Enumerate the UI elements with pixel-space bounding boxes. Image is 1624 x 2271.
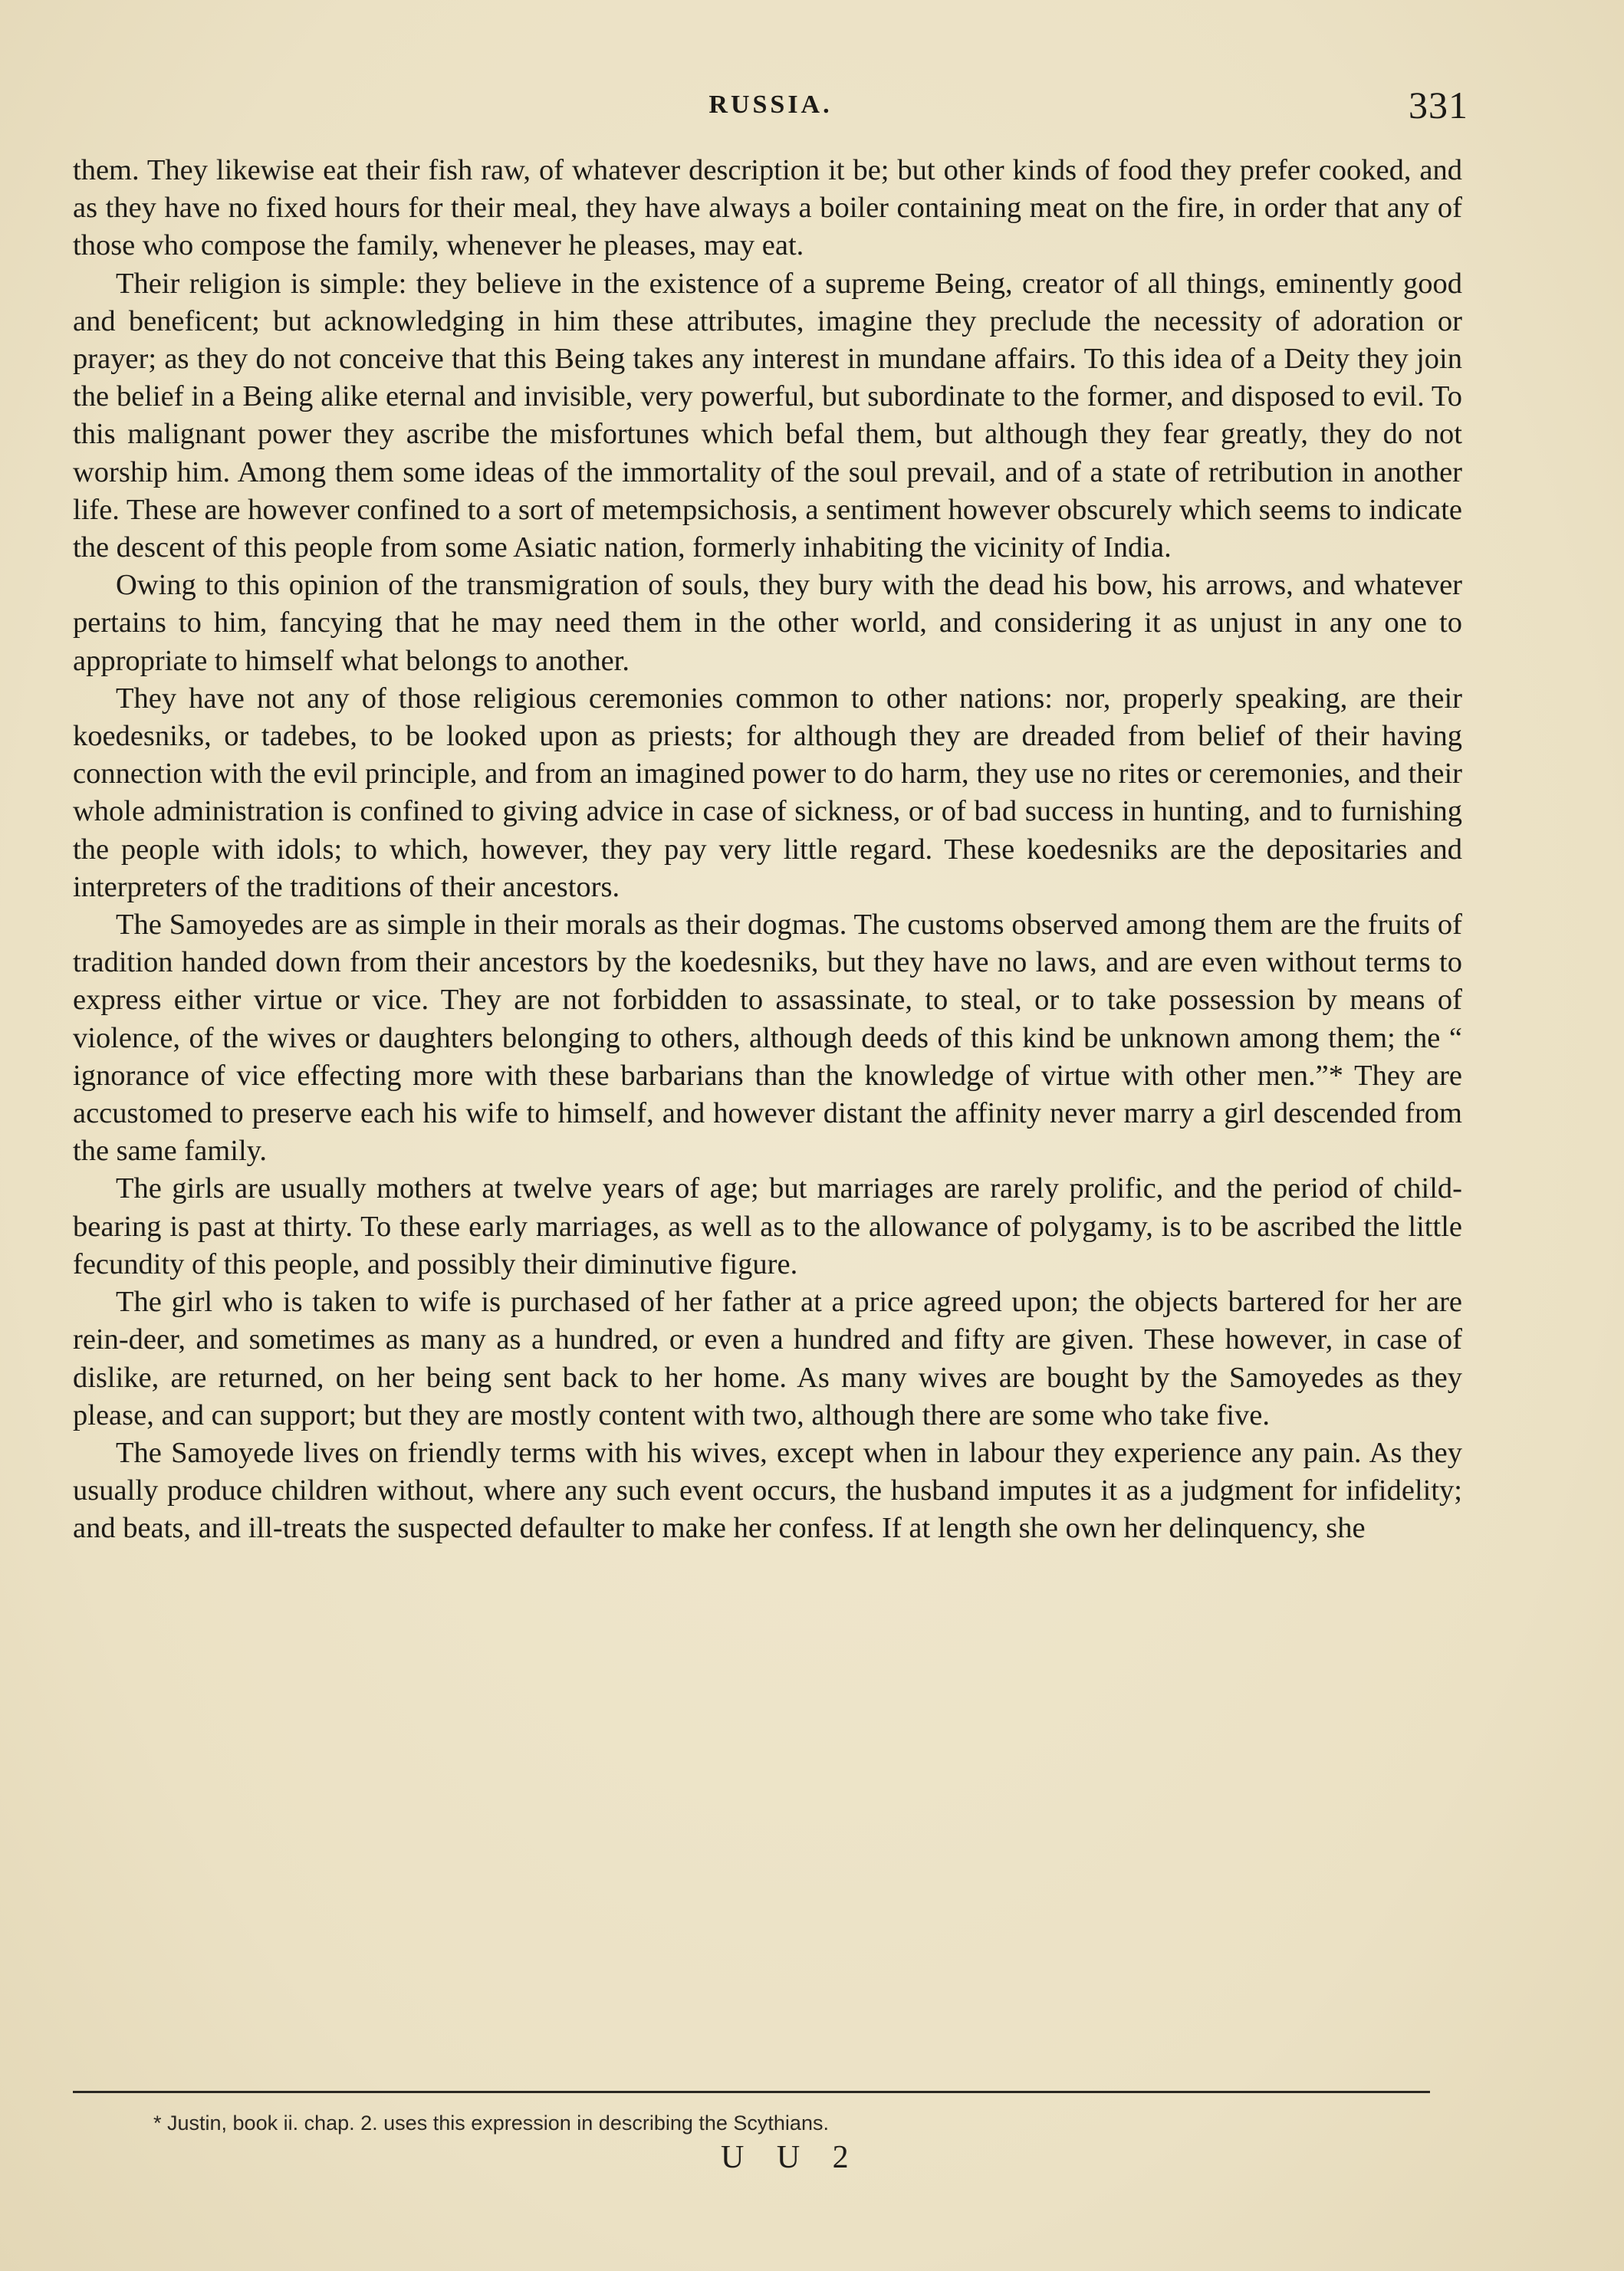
signature-mark: U U 2 bbox=[721, 2140, 861, 2175]
paragraph-5: The Samoyedes are as simple in their morals as their dogmas. The customs observed among them are the fruits of tradition handed down from their ancestors by the koedesniks, but they have no laws, and are even without terms to express either virtue or vice. They are not forbidden to assassinate, to steal, or to take possession by means of violence, of the wives or daughters belonging to others, although deeds of this kind be unknown among them; the “ ignorance of vice effecting more with these barbarians than the knowledge of virtue with other men.”* They are accustomed to preserve each his wife to himself, and however distant the affinity never marry a girl descended from the same family. bbox=[73, 909, 1462, 1168]
paragraph-1: them. They likewise eat their fish raw, of whatever description it be; but other kinds of food they prefer cooked, and as they have no fixed hours for their meal, they have always a boiler containing meat on the fire, in order that any of those who compose the family, whenever he pleases, may eat. bbox=[73, 154, 1462, 262]
paragraph-8: The Samoyede lives on friendly terms with his wives, except when in labour they experience any pain. As they usually produce children without, where any such event occurs, the husband imputes it as a judgment for infidelity; and beats, and ill-treats the suspected defaulter to make her confess. If at length she own her delinquency, she bbox=[73, 1436, 1462, 1545]
running-head: RUSSIA. bbox=[708, 90, 833, 119]
page-header bbox=[73, 83, 1468, 129]
footnote-rule bbox=[73, 2091, 1430, 2093]
paragraph-6: The girls are usually mothers at twelve years of age; but marriages are rarely prolific, and the period of child-bearing is past at thirty. To these early marriages, as well as to the allowance of polygamy, is to be ascribed the little fecundity of this people, and possibly their diminutive figure. bbox=[73, 1172, 1462, 1280]
paragraph-3: Owing to this opinion of the transmigration of souls, they bury with the dead his bow, his arrows, and whatever pertains to him, fancying that he may need them in the other world, and considering it as unjust in any one to appropriate to himself what belongs to another. bbox=[73, 569, 1462, 677]
paragraph-7: The girl who is taken to wife is purchased of her father at a price agreed upon; the objects bartered for her are rein-deer, and sometimes as many as a hundred, or even a hundred and fifty are given. These however, in case of dislike, are returned, on her being sent back to her home. As many wives are bought by the Samoyedes as they please, and can support; but they are mostly content with two, although there are some who take five. bbox=[73, 1286, 1462, 1431]
page-number: 331 bbox=[1409, 84, 1468, 127]
paragraph-2: Their religion is simple: they believe in the existence of a supreme Being, creator of all things, eminently good and beneficent; but acknowledging in him these attributes, imagine they preclude the necessity of adoration or prayer; as they do not conceive that this Being takes any interest in mundane affairs. To this idea of a Deity they join the belief in a Being alike eternal and invisible, very powerful, but subordinate to the former, and disposed to evil. To this malignant power they ascribe the misfortunes which befal them, but although they fear greatly, they do not worship him. Among them some ideas of the immortality of the soul prevail, and of a state of retribution in another life. These are however confined to a sort of metempsichosis, a sentiment however obscurely which seems to indicate the descent of this people from some Asiatic nation, formerly inhabiting the vicinity of India. bbox=[73, 267, 1462, 564]
footnote: * Justin, book ii. chap. 2. uses this expression in describing the Scythians. bbox=[153, 2112, 829, 2135]
body-text bbox=[73, 152, 1462, 1548]
paragraph-4: They have not any of those religious ceremonies common to other nations: nor, properly speaking, are their koedesniks, or tadebes, to be looked upon as priests; for although they are dreaded from belief of their having connection with the evil principle, and from an imagined power to do harm, they use no rites or ceremonies, and their whole administration is confined to giving advice in case of sickness, or of bad success in hunting, and to furnishing the people with idols; to which, however, they pay very little regard. These koedesniks are the depositaries and interpreters of the traditions of their ancestors. bbox=[73, 682, 1462, 903]
